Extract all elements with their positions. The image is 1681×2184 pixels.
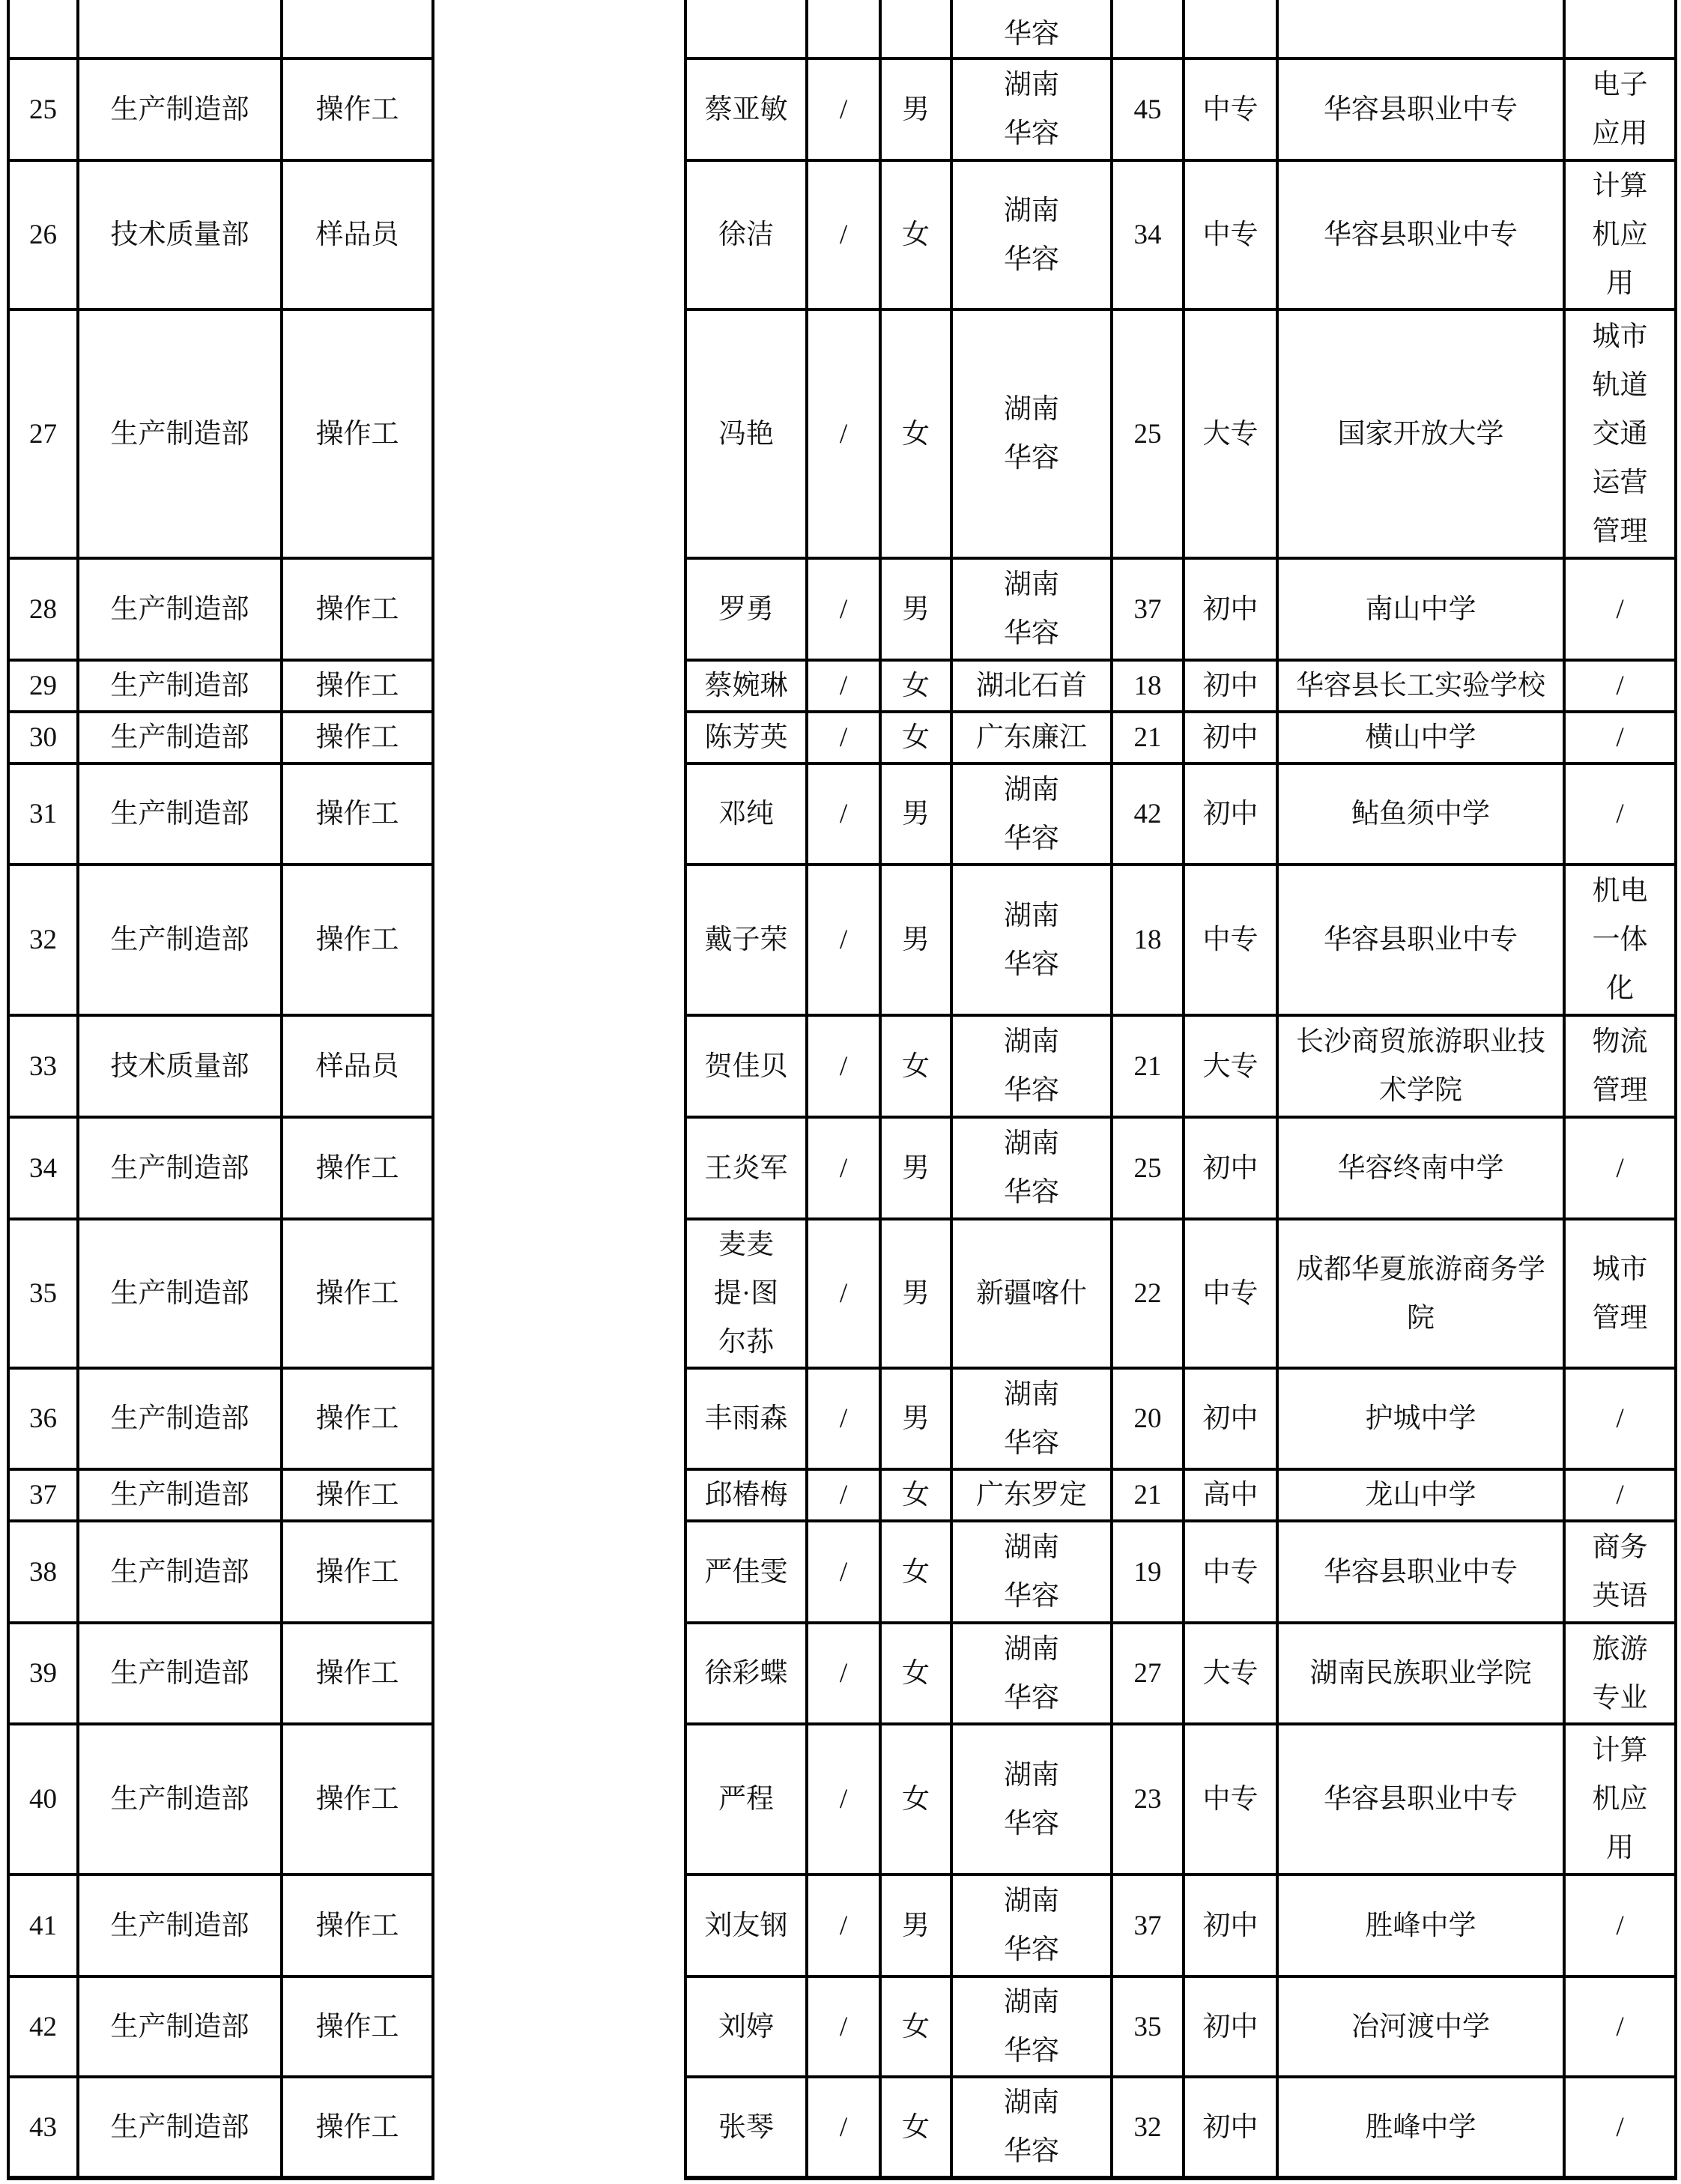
cell-x: / [807, 1015, 880, 1117]
cell-no: 42 [8, 1976, 78, 2077]
cell-name: 严程 [685, 1724, 807, 1875]
cell-school: 鲇鱼须中学 [1277, 763, 1564, 865]
cell-edu: 初中 [1184, 2077, 1277, 2178]
cell-native: 湖南 华容 [951, 1368, 1112, 1469]
cell-no: 26 [8, 160, 78, 309]
cell-no: 43 [8, 2077, 78, 2178]
cell-x: / [807, 2077, 880, 2178]
cell-name: 贺佳贝 [685, 1015, 807, 1117]
cell-school: 湖南民族职业学院 [1277, 1623, 1564, 1724]
cell-age [1112, 0, 1184, 58]
cell-major: / [1564, 1117, 1676, 1219]
cell-age: 37 [1112, 558, 1184, 660]
cell-age: 25 [1112, 1117, 1184, 1219]
cell-age: 34 [1112, 160, 1184, 309]
cell-edu: 中专 [1184, 1219, 1277, 1368]
cell-sex: 女 [880, 712, 951, 763]
cell-edu: 初中 [1184, 660, 1277, 712]
cell-dept: 生产制造部 [78, 1469, 282, 1521]
cell-native: 广东罗定 [951, 1469, 1112, 1521]
cell-dept: 生产制造部 [78, 1521, 282, 1623]
cell-native: 新疆喀什 [951, 1219, 1112, 1368]
cell-post [282, 0, 433, 58]
cell-post: 操作工 [282, 2077, 433, 2178]
cell-x: / [807, 1368, 880, 1469]
table-row [8, 1521, 1676, 1623]
cell-x: / [807, 1623, 880, 1724]
cell-no: 40 [8, 1724, 78, 1875]
cell-post: 操作工 [282, 1219, 433, 1368]
cell-sex: 男 [880, 1875, 951, 1976]
cell-major: / [1564, 712, 1676, 763]
cell-edu: 大专 [1184, 1015, 1277, 1117]
cell-native: 湖南 华容 [951, 558, 1112, 660]
cell-edu: 初中 [1184, 1875, 1277, 1976]
cell-no: 38 [8, 1521, 78, 1623]
cell-no: 36 [8, 1368, 78, 1469]
cell-age: 19 [1112, 1521, 1184, 1623]
cell-no: 34 [8, 1117, 78, 1219]
cell-dept: 生产制造部 [78, 1724, 282, 1875]
cell-school: 横山中学 [1277, 712, 1564, 763]
cell-sex: 女 [880, 309, 951, 558]
cell-edu: 中专 [1184, 58, 1277, 160]
cell-x: / [807, 309, 880, 558]
cell-major: / [1564, 763, 1676, 865]
cell-name: 王炎军 [685, 1117, 807, 1219]
cell-name: 麦麦 提·图 尔荪 [685, 1219, 807, 1368]
cell-edu [1184, 0, 1277, 58]
cell-post: 操作工 [282, 1724, 433, 1875]
cell-edu: 初中 [1184, 1976, 1277, 2077]
cell-school: 南山中学 [1277, 558, 1564, 660]
cell-post: 操作工 [282, 763, 433, 865]
cell-edu: 中专 [1184, 865, 1277, 1015]
cell-dept: 生产制造部 [78, 1368, 282, 1469]
table-row [8, 660, 1676, 712]
staff-table [7, 0, 1677, 2180]
cell-post: 操作工 [282, 58, 433, 160]
cell-school: 冶河渡中学 [1277, 1976, 1564, 2077]
table-row [8, 1875, 1676, 1976]
cell-name: 刘婷 [685, 1976, 807, 2077]
cell-dept: 生产制造部 [78, 660, 282, 712]
cell-no: 39 [8, 1623, 78, 1724]
cell-dept: 生产制造部 [78, 2077, 282, 2178]
cell-major: / [1564, 1368, 1676, 1469]
cell-name: 蔡亚敏 [685, 58, 807, 160]
cell-dept: 生产制造部 [78, 558, 282, 660]
cell-edu: 中专 [1184, 160, 1277, 309]
cell-sex: 女 [880, 1015, 951, 1117]
cell-x [807, 0, 880, 58]
cell-name: 张琴 [685, 2077, 807, 2178]
table-row [8, 558, 1676, 660]
cell-school: 胜峰中学 [1277, 1875, 1564, 1976]
cell-major: 商务 英语 [1564, 1521, 1676, 1623]
cell-dept: 技术质量部 [78, 160, 282, 309]
cell-no: 29 [8, 660, 78, 712]
cell-major: 计算 机应 用 [1564, 160, 1676, 309]
cell-sex: 女 [880, 1521, 951, 1623]
cell-no: 31 [8, 763, 78, 865]
cell-no: 35 [8, 1219, 78, 1368]
cell-age: 22 [1112, 1219, 1184, 1368]
cell-major: 物流 管理 [1564, 1015, 1676, 1117]
cell-sex: 男 [880, 1368, 951, 1469]
cell-name: 邓纯 [685, 763, 807, 865]
cell-no: 32 [8, 865, 78, 1015]
cell-post: 操作工 [282, 712, 433, 763]
cell-name: 戴子荣 [685, 865, 807, 1015]
table-row [8, 58, 1676, 160]
cell-school: 长沙商贸旅游职业技 术学院 [1277, 1015, 1564, 1117]
table-row-partial [8, 0, 1676, 58]
cell-dept: 生产制造部 [78, 1219, 282, 1368]
cell-age: 21 [1112, 1469, 1184, 1521]
cell-major: / [1564, 1976, 1676, 2077]
table-row [8, 309, 1676, 558]
cell-major: 机电 一体 化 [1564, 865, 1676, 1015]
cell-school: 华容终南中学 [1277, 1117, 1564, 1219]
cell-school: 胜峰中学 [1277, 2077, 1564, 2178]
table-row [8, 2077, 1676, 2178]
cell-no: 37 [8, 1469, 78, 1521]
cell-native: 湖北石首 [951, 660, 1112, 712]
cell-post: 操作工 [282, 1368, 433, 1469]
table-row [8, 1117, 1676, 1219]
cell-edu: 大专 [1184, 1623, 1277, 1724]
cell-native: 湖南 华容 [951, 763, 1112, 865]
blank-merged-column [433, 0, 685, 2178]
cell-post: 样品员 [282, 1015, 433, 1117]
cell-post: 操作工 [282, 309, 433, 558]
cell-name: 徐洁 [685, 160, 807, 309]
cell-major: / [1564, 558, 1676, 660]
cell-age: 23 [1112, 1724, 1184, 1875]
cell-edu: 初中 [1184, 763, 1277, 865]
cell-age: 32 [1112, 2077, 1184, 2178]
cell-school: 龙山中学 [1277, 1469, 1564, 1521]
cell-dept: 生产制造部 [78, 58, 282, 160]
cell-edu: 初中 [1184, 1368, 1277, 1469]
cell-edu: 中专 [1184, 1521, 1277, 1623]
cell-name: 严佳雯 [685, 1521, 807, 1623]
cell-sex: 男 [880, 865, 951, 1015]
cell-no: 25 [8, 58, 78, 160]
cell-major: 旅游 专业 [1564, 1623, 1676, 1724]
cell-school [1277, 0, 1564, 58]
cell-school: 华容县职业中专 [1277, 160, 1564, 309]
cell-sex: 女 [880, 1976, 951, 2077]
cell-no [8, 0, 78, 58]
table-row [8, 865, 1676, 1015]
table-row [8, 1015, 1676, 1117]
cell-x: / [807, 1875, 880, 1976]
table-row [8, 763, 1676, 865]
cell-dept: 生产制造部 [78, 865, 282, 1015]
cell-sex: 女 [880, 160, 951, 309]
cell-major: / [1564, 2077, 1676, 2178]
cell-major: / [1564, 1469, 1676, 1521]
cell-x: / [807, 558, 880, 660]
cell-native: 湖南 华容 [951, 2077, 1112, 2178]
cell-native: 湖南 华容 [951, 1117, 1112, 1219]
cell-major: 城市 管理 [1564, 1219, 1676, 1368]
cell-edu: 大专 [1184, 309, 1277, 558]
cell-name: 蔡婉琳 [685, 660, 807, 712]
cell-name [685, 0, 807, 58]
cell-edu: 初中 [1184, 558, 1277, 660]
cell-age: 42 [1112, 763, 1184, 865]
cell-name: 邱椿梅 [685, 1469, 807, 1521]
cell-name: 陈芳英 [685, 712, 807, 763]
cell-sex: 男 [880, 58, 951, 160]
cell-dept: 生产制造部 [78, 1117, 282, 1219]
cell-major: 城市 轨道 交通 运营 管理 [1564, 309, 1676, 558]
cell-dept: 生产制造部 [78, 763, 282, 865]
table-row [8, 1976, 1676, 2077]
cell-x: / [807, 660, 880, 712]
cell-name: 罗勇 [685, 558, 807, 660]
cell-native: 湖南 华容 [951, 160, 1112, 309]
cell-age: 37 [1112, 1875, 1184, 1976]
cell-post: 操作工 [282, 1117, 433, 1219]
cell-post: 操作工 [282, 1521, 433, 1623]
cell-x: / [807, 58, 880, 160]
cell-post: 操作工 [282, 1875, 433, 1976]
cell-sex: 女 [880, 2077, 951, 2178]
cell-sex: 男 [880, 1117, 951, 1219]
cell-age: 21 [1112, 712, 1184, 763]
cell-x: / [807, 1219, 880, 1368]
cell-x: / [807, 1976, 880, 2077]
cell-school: 华容县职业中专 [1277, 1521, 1564, 1623]
table-row [8, 1368, 1676, 1469]
cell-post: 操作工 [282, 1976, 433, 2077]
cell-major: / [1564, 660, 1676, 712]
cell-native: 华容 [951, 0, 1112, 58]
cell-post: 操作工 [282, 865, 433, 1015]
cell-major [1564, 0, 1676, 58]
cell-dept: 生产制造部 [78, 1875, 282, 1976]
cell-major: / [1564, 1875, 1676, 1976]
cell-native: 湖南 华容 [951, 1724, 1112, 1875]
cell-native: 湖南 华容 [951, 1875, 1112, 1976]
cell-x: / [807, 712, 880, 763]
cell-age: 25 [1112, 309, 1184, 558]
table-row [8, 1724, 1676, 1875]
cell-school: 华容县职业中专 [1277, 865, 1564, 1015]
cell-x: / [807, 1469, 880, 1521]
cell-dept: 技术质量部 [78, 1015, 282, 1117]
cell-post: 操作工 [282, 1469, 433, 1521]
cell-no: 41 [8, 1875, 78, 1976]
cell-x: / [807, 865, 880, 1015]
cell-native: 湖南 华容 [951, 1976, 1112, 2077]
cell-age: 35 [1112, 1976, 1184, 2077]
cell-sex: 男 [880, 763, 951, 865]
table-row [8, 160, 1676, 309]
cell-age: 27 [1112, 1623, 1184, 1724]
cell-dept: 生产制造部 [78, 712, 282, 763]
cell-name: 刘友钢 [685, 1875, 807, 1976]
cell-no: 27 [8, 309, 78, 558]
cell-age: 20 [1112, 1368, 1184, 1469]
cell-edu: 初中 [1184, 712, 1277, 763]
table-row [8, 712, 1676, 763]
cell-school: 国家开放大学 [1277, 309, 1564, 558]
cell-edu: 高中 [1184, 1469, 1277, 1521]
cell-sex: 女 [880, 660, 951, 712]
cell-sex: 女 [880, 1724, 951, 1875]
cell-name: 徐彩蝶 [685, 1623, 807, 1724]
cell-x: / [807, 1521, 880, 1623]
cell-dept: 生产制造部 [78, 1623, 282, 1724]
cell-age: 18 [1112, 865, 1184, 1015]
cell-edu: 初中 [1184, 1117, 1277, 1219]
cell-native: 湖南 华容 [951, 1623, 1112, 1724]
cell-native: 湖南 华容 [951, 1015, 1112, 1117]
cell-sex: 男 [880, 558, 951, 660]
cell-no: 28 [8, 558, 78, 660]
cell-age: 45 [1112, 58, 1184, 160]
cell-no: 33 [8, 1015, 78, 1117]
cell-post: 操作工 [282, 1623, 433, 1724]
cell-name: 冯艳 [685, 309, 807, 558]
table-row [8, 1219, 1676, 1368]
table-row [8, 1469, 1676, 1521]
cell-edu: 中专 [1184, 1724, 1277, 1875]
cell-dept: 生产制造部 [78, 1976, 282, 2077]
table-row [8, 1623, 1676, 1724]
cell-native: 湖南 华容 [951, 58, 1112, 160]
cell-x: / [807, 1117, 880, 1219]
cell-school: 华容县职业中专 [1277, 58, 1564, 160]
cell-major: 电子 应用 [1564, 58, 1676, 160]
cell-school: 华容县职业中专 [1277, 1724, 1564, 1875]
cell-sex: 女 [880, 1469, 951, 1521]
cell-sex: 女 [880, 1623, 951, 1724]
cell-major: 计算 机应 用 [1564, 1724, 1676, 1875]
cell-school: 护城中学 [1277, 1368, 1564, 1469]
cell-post: 操作工 [282, 660, 433, 712]
cell-post: 操作工 [282, 558, 433, 660]
cell-no: 30 [8, 712, 78, 763]
cell-sex: 男 [880, 1219, 951, 1368]
cell-name: 丰雨森 [685, 1368, 807, 1469]
cell-x: / [807, 1724, 880, 1875]
cell-school: 华容县长工实验学校 [1277, 660, 1564, 712]
cell-x: / [807, 763, 880, 865]
cell-dept [78, 0, 282, 58]
cell-dept: 生产制造部 [78, 309, 282, 558]
cell-age: 18 [1112, 660, 1184, 712]
cell-native: 湖南 华容 [951, 309, 1112, 558]
cell-school: 成都华夏旅游商务学 院 [1277, 1219, 1564, 1368]
cell-sex [880, 0, 951, 58]
cell-x: / [807, 160, 880, 309]
cell-native: 湖南 华容 [951, 1521, 1112, 1623]
cell-age: 21 [1112, 1015, 1184, 1117]
cell-native: 湖南 华容 [951, 865, 1112, 1015]
cell-post: 样品员 [282, 160, 433, 309]
cell-native: 广东廉江 [951, 712, 1112, 763]
